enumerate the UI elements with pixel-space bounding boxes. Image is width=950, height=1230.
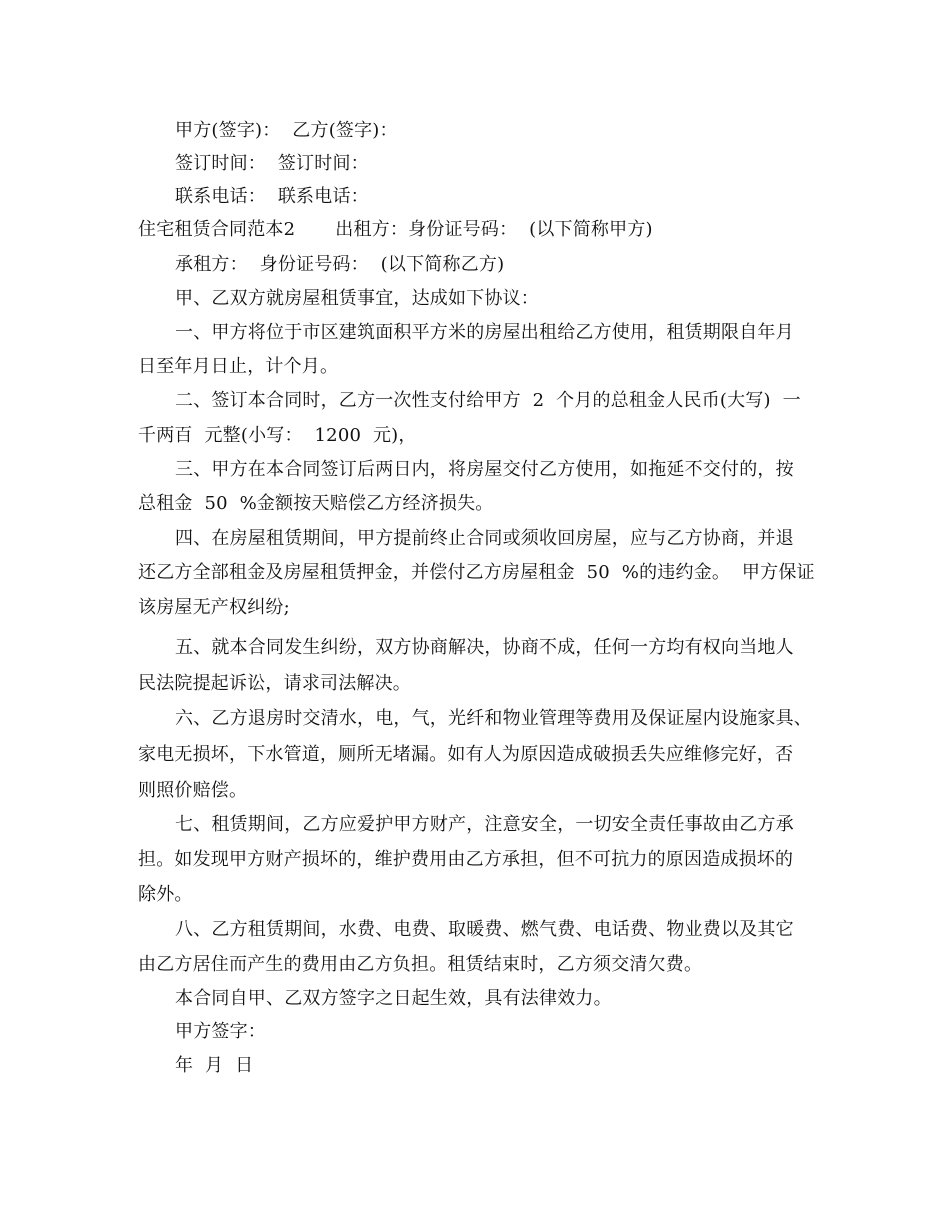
- clause-7-line-2: 担。如发现甲方财产损坏的，维护费用由乙方承担，但不可抗力的原因造成损坏的: [138, 849, 794, 870]
- signing-date-line: 签订时间： 签订时间：: [175, 153, 369, 174]
- effective-clause: 本合同自甲、乙双方签字之日起生效，具有法律效力。: [175, 988, 612, 1009]
- clause-4-line-1: 四、在房屋租赁期间，甲方提前终止合同或须收回房屋，应与乙方协商，并退: [175, 528, 794, 549]
- contract-title-line: [138, 218, 653, 242]
- clause-5-line-2: 民法院提起诉讼，请求司法解决。: [138, 673, 411, 694]
- clause-4-line-3: 该房屋无产权纠纷;: [138, 597, 290, 618]
- contract-title: 住宅租赁合同范本2: [138, 219, 296, 240]
- clause-7-line-3: 除外。: [138, 884, 193, 905]
- clause-1-line-1: 一、甲方将位于市区建筑面积平方米的房屋出租给乙方使用，租赁期限自年月: [175, 322, 794, 343]
- lessor-info: 出租方：身份证号码： (以下简称甲方): [335, 219, 653, 240]
- clause-3-line-2: 总租金 50 %金额按天赔偿乙方经济损失。: [138, 493, 494, 514]
- clause-8-line-1: 八、乙方租赁期间，水费、电费、取暖费、燃气费、电话费、物业费以及其它: [175, 919, 794, 940]
- clause-2-line-2: 千两百 元整(小写： 1200 元)，: [138, 425, 417, 446]
- clause-8-line-2: 由乙方居住而产生的费用由乙方负担。租赁结束时，乙方须交清欠费。: [138, 954, 703, 975]
- clause-5-line-1: 五、就本合同发生纠纷，双方协商解决，协商不成，任何一方均有权向当地人: [175, 637, 794, 658]
- party-a-signature: 甲方签字：: [175, 1021, 266, 1042]
- clause-6-line-2: 家电无损坏，下水管道，厕所无堵漏。如有人为原因造成破损丢失应维修完好，否: [138, 744, 794, 765]
- clause-7-line-1: 七、租赁期间，乙方应爱护甲方财产，注意安全，一切安全责任事故由乙方承: [175, 814, 794, 835]
- clause-6-line-1: 六、乙方退房时交清水，电，气，光纤和物业管理等费用及保证屋内设施家具、: [175, 708, 812, 729]
- lessee-info: 承租方： 身份证号码： (以下简称乙方): [175, 254, 505, 275]
- signature-line-parties: 甲方(签字)： 乙方(签字)：: [175, 120, 398, 141]
- clause-4-line-2: 还乙方全部租金及房屋租赁押金，并偿付乙方房屋租金 50 %的违约金。 甲方保证: [138, 562, 815, 583]
- clause-6-line-3: 则照价赔偿。: [138, 780, 248, 801]
- date-line: 年 月 日: [175, 1055, 254, 1076]
- contact-phone-line: 联系电话： 联系电话：: [175, 186, 369, 207]
- agreement-intro: 甲、乙双方就房屋租赁事宜，达成如下协议：: [175, 288, 539, 309]
- clause-1-line-2: 日至年月日止，计个月。: [138, 356, 339, 377]
- clause-2-line-1: 二、签订本合同时，乙方一次性支付给甲方 2 个月的总租金人民币(大写) 一: [175, 390, 801, 411]
- clause-3-line-1: 三、甲方在本合同签订后两日内，将房屋交付乙方使用，如拖延不交付的，按: [175, 459, 794, 480]
